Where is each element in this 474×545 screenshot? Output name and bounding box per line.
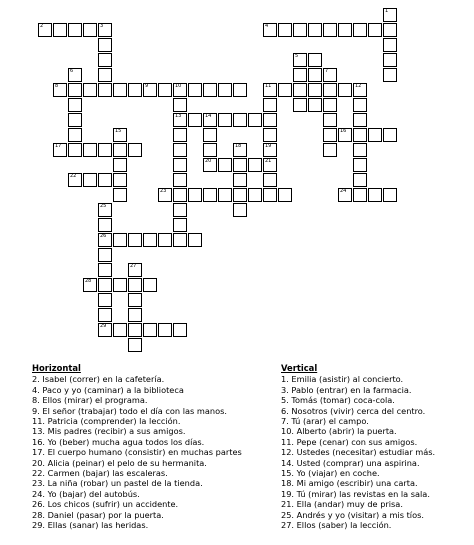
crossword-cell[interactable] [383,188,397,202]
crossword-cell[interactable] [323,83,337,97]
crossword-cell[interactable] [98,248,112,262]
crossword-cell[interactable] [218,83,232,97]
crossword-cell[interactable] [203,113,217,127]
clue-number: 10 [175,83,182,89]
vertical-clues [281,363,435,531]
crossword-cell[interactable] [278,188,292,202]
clue-number: 20 [205,158,212,164]
crossword-cell[interactable] [323,113,337,127]
crossword-cell[interactable] [68,128,82,142]
crossword-cell[interactable] [293,68,307,82]
crossword-cell[interactable] [113,278,127,292]
crossword-cell[interactable] [98,218,112,232]
clue-number: 14 [205,113,212,119]
crossword-cell[interactable] [323,68,337,82]
crossword-cell[interactable] [353,83,367,97]
horizontal-clue: 13. Mis padres (recibir) a sus amigos. [32,426,186,437]
crossword-cell[interactable] [128,323,142,337]
clue-number: 29 [100,323,107,329]
crossword-cell[interactable] [158,323,172,337]
crossword-cell[interactable] [368,23,382,37]
crossword-cell[interactable] [128,278,142,292]
crossword-cell[interactable] [323,128,337,142]
crossword-cell[interactable] [128,263,142,277]
vertical-clue: 21. Ella (andar) muy de prisa. [281,499,403,510]
crossword-cell[interactable] [203,143,217,157]
crossword-cell[interactable] [173,233,187,247]
crossword-cell[interactable] [383,23,397,37]
vertical-clue: 15. Yo (viajar) en coche. [281,468,380,479]
clue-number: 18 [235,143,242,149]
crossword-cell[interactable] [98,38,112,52]
crossword-cell[interactable] [173,188,187,202]
crossword-cell[interactable] [98,263,112,277]
crossword-cell[interactable] [173,128,187,142]
crossword-cell[interactable] [293,98,307,112]
crossword-cell[interactable] [203,158,217,172]
clue-number: 25 [100,203,107,209]
crossword-cell[interactable] [143,233,157,247]
crossword-cell[interactable] [83,143,97,157]
clue-number: 1 [385,8,389,14]
crossword-cell[interactable] [383,38,397,52]
crossword-cell[interactable] [128,83,142,97]
crossword-cell[interactable] [203,83,217,97]
horizontal-clue: 8. Ellos (mirar) el programa. [32,395,148,406]
crossword-cell[interactable] [113,173,127,187]
crossword-cell[interactable] [98,293,112,307]
horizontal-clue: 28. Daniel (pasar) por la puerta. [32,509,164,520]
crossword-cell[interactable] [188,188,202,202]
crossword-cell[interactable] [338,128,352,142]
horizontal-clue: 2. Isabel (correr) en la cafetería. [32,374,165,385]
crossword-cell[interactable] [173,113,187,127]
crossword-cell[interactable] [233,188,247,202]
crossword-cell[interactable] [83,173,97,187]
crossword-cell[interactable] [278,23,292,37]
clue-number: 27 [130,263,137,269]
crossword-cell[interactable] [308,53,322,67]
crossword-cell[interactable] [293,83,307,97]
crossword-cell[interactable] [83,278,97,292]
crossword-cell[interactable] [173,173,187,187]
vertical-clue: 18. Mi amigo (escribir) una carta. [281,478,418,489]
crossword-cell[interactable] [98,143,112,157]
crossword-cell[interactable] [53,83,67,97]
horizontal-clue: 11. Patricia (comprender) la lección. [32,416,181,427]
vertical-clue: 3. Pablo (entrar) en la farmacia. [281,384,412,395]
crossword-cell[interactable] [353,158,367,172]
horizontal-clue: 24. Yo (bajar) del autobús. [32,488,140,499]
crossword-cell[interactable] [308,23,322,37]
horizontal-clue: 26. Los chicos (sufrir) un accidente. [32,499,179,510]
crossword-cell[interactable] [218,113,232,127]
crossword-cell[interactable] [383,8,397,22]
crossword-cell[interactable] [293,53,307,67]
crossword-cell[interactable] [323,23,337,37]
crossword-cell[interactable] [323,98,337,112]
clue-number: 24 [340,188,347,194]
horizontal-clue: 22. Carmen (bajar) las escaleras. [32,468,168,479]
crossword-cell[interactable] [383,128,397,142]
crossword-cell[interactable] [383,68,397,82]
crossword-cell[interactable] [263,83,277,97]
crossword-cell[interactable] [308,98,322,112]
crossword-cell[interactable] [338,23,352,37]
crossword-cell[interactable] [353,98,367,112]
clue-number: 3 [100,23,104,29]
clue-number: 11 [265,83,272,89]
crossword-cell[interactable] [368,128,382,142]
crossword-cell[interactable] [173,83,187,97]
crossword-cell[interactable] [263,128,277,142]
crossword-cell[interactable] [173,98,187,112]
crossword-cell[interactable] [68,83,82,97]
vertical-clue: 10. Alberto (abrir) la puerta. [281,426,397,437]
crossword-cell[interactable] [278,83,292,97]
vertical-clue: 5. Tomás (tomar) coca-cola. [281,395,395,406]
crossword-cell[interactable] [338,83,352,97]
horizontal-clue: 17. El cuerpo humano (consistir) en muchas partes [32,447,242,458]
crossword-cell[interactable] [68,98,82,112]
crossword-cell[interactable] [173,203,187,217]
crossword-cell[interactable] [338,188,352,202]
crossword-cell[interactable] [173,218,187,232]
crossword-cell[interactable] [128,338,142,352]
crossword-cell[interactable] [98,83,112,97]
horizontal-clue: 29. Ellas (sanar) las heridas. [32,520,149,531]
clue-number: 8 [55,83,59,89]
clue-number: 13 [175,113,182,119]
vertical-clue: 1. Emilia (asistir) al concierto. [281,374,404,385]
crossword-cell[interactable] [128,293,142,307]
crossword-cell[interactable] [113,128,127,142]
vertical-clue: 7. Tú (arar) el campo. [281,416,369,427]
clue-number: 5 [295,53,299,59]
crossword-cell[interactable] [68,23,82,37]
crossword-cell[interactable] [68,173,82,187]
crossword-cell[interactable] [188,113,202,127]
horizontal-clue: 16. Yo (beber) mucha agua todos los días. [32,436,205,447]
crossword-cell[interactable] [353,128,367,142]
horizontal-heading: Horizontal [32,363,81,373]
crossword-cell[interactable] [383,53,397,67]
crossword-cell[interactable] [233,158,247,172]
crossword-cell[interactable] [98,23,112,37]
crossword-cell[interactable] [83,83,97,97]
vertical-clue: 19. Tú (mirar) las revistas en la sala. [281,488,430,499]
horizontal-clue: 20. Alicia (peinar) el pelo de su hermanita. [32,457,207,468]
horizontal-clue: 23. La niña (robar) un pastel de la tienda. [32,478,203,489]
crossword-cell[interactable] [263,23,277,37]
crossword-cell[interactable] [173,158,187,172]
crossword-cell[interactable] [53,23,67,37]
crossword-cell[interactable] [248,188,262,202]
crossword-cell[interactable] [233,203,247,217]
crossword-cell[interactable] [113,83,127,97]
horizontal-clue: 4. Paco y yo (caminar) a la biblioteca [32,384,184,395]
crossword-cell[interactable] [203,188,217,202]
crossword-cell[interactable] [263,113,277,127]
crossword-cell[interactable] [233,113,247,127]
crossword-cell[interactable] [353,113,367,127]
clue-number: 23 [160,188,167,194]
clue-number: 7 [325,68,329,74]
crossword-cell[interactable] [128,143,142,157]
crossword-cell[interactable] [248,158,262,172]
crossword-cell[interactable] [353,143,367,157]
crossword-cell[interactable] [158,233,172,247]
clue-number: 19 [265,143,272,149]
crossword-cell[interactable] [263,98,277,112]
crossword-cell[interactable] [353,188,367,202]
crossword-cell[interactable] [98,233,112,247]
crossword-cell[interactable] [218,188,232,202]
crossword-cell[interactable] [143,323,157,337]
crossword-cell[interactable] [323,143,337,157]
vertical-clue: 25. Andrés y yo (visitar) a mis tíos. [281,509,424,520]
clue-number: 12 [355,83,362,89]
crossword-cell[interactable] [173,143,187,157]
crossword-cell[interactable] [68,113,82,127]
vertical-clue: 11. Pepe (cenar) con sus amigos. [281,436,418,447]
crossword-cell[interactable] [98,68,112,82]
clue-number: 6 [70,68,74,74]
crossword-cell[interactable] [233,173,247,187]
crossword-cell[interactable] [158,83,172,97]
crossword-cell[interactable] [143,83,157,97]
crossword-cell[interactable] [353,173,367,187]
crossword-cell[interactable] [248,113,262,127]
vertical-clue: 27. Ellos (saber) la lección. [281,520,392,531]
crossword-cell[interactable] [263,173,277,187]
crossword-cell[interactable] [263,188,277,202]
clue-number: 16 [340,128,347,134]
crossword-cell[interactable] [158,188,172,202]
crossword-cell[interactable] [53,143,67,157]
clue-number: 22 [70,173,77,179]
crossword-cell[interactable] [263,143,277,157]
crossword-cell[interactable] [113,158,127,172]
clue-number: 28 [85,278,92,284]
crossword-cell[interactable] [113,188,127,202]
crossword-cell[interactable] [98,53,112,67]
crossword-cell[interactable] [113,323,127,337]
crossword-cell[interactable] [128,308,142,322]
crossword-cell[interactable] [173,323,187,337]
crossword-cell[interactable] [38,23,52,37]
crossword-cell[interactable] [233,83,247,97]
crossword-cell[interactable] [68,143,82,157]
clue-number: 2 [40,23,44,29]
crossword-cell[interactable] [218,158,232,172]
horizontal-clues [32,363,242,531]
crossword-cell[interactable] [98,323,112,337]
crossword-cell[interactable] [233,143,247,157]
vertical-clue: 12. Ustedes (necesitar) estudiar más. [281,447,436,458]
crossword-cell[interactable] [113,233,127,247]
crossword-cell[interactable] [128,233,142,247]
vertical-heading: Vertical [281,363,318,373]
clue-number: 15 [115,128,122,134]
crossword-cell[interactable] [188,233,202,247]
clue-number: 17 [55,143,62,149]
crossword-cell[interactable] [68,68,82,82]
horizontal-clue: 9. El señor (trabajar) todo el día con las manos. [32,405,227,416]
clue-number: 4 [265,23,269,29]
crossword-cell[interactable] [293,23,307,37]
clue-number: 26 [100,233,107,239]
crossword-cell[interactable] [308,83,322,97]
crossword-cell[interactable] [98,173,112,187]
crossword-cell[interactable] [353,23,367,37]
vertical-clue: 14. Usted (comprar) una aspirina. [281,457,420,468]
crossword-cell[interactable] [308,68,322,82]
crossword-cell[interactable] [368,188,382,202]
crossword-cell[interactable] [98,203,112,217]
clue-number: 21 [265,158,272,164]
crossword-cell[interactable] [143,278,157,292]
crossword-cell[interactable] [98,308,112,322]
clue-number: 9 [145,83,149,89]
crossword-cell[interactable] [263,158,277,172]
vertical-clue: 6. Nosotros (vivir) cerca del centro. [281,405,426,416]
crossword-cell[interactable] [98,278,112,292]
crossword-cell[interactable] [113,143,127,157]
crossword-cell[interactable] [188,83,202,97]
crossword-cell[interactable] [203,128,217,142]
crossword-cell[interactable] [83,23,97,37]
